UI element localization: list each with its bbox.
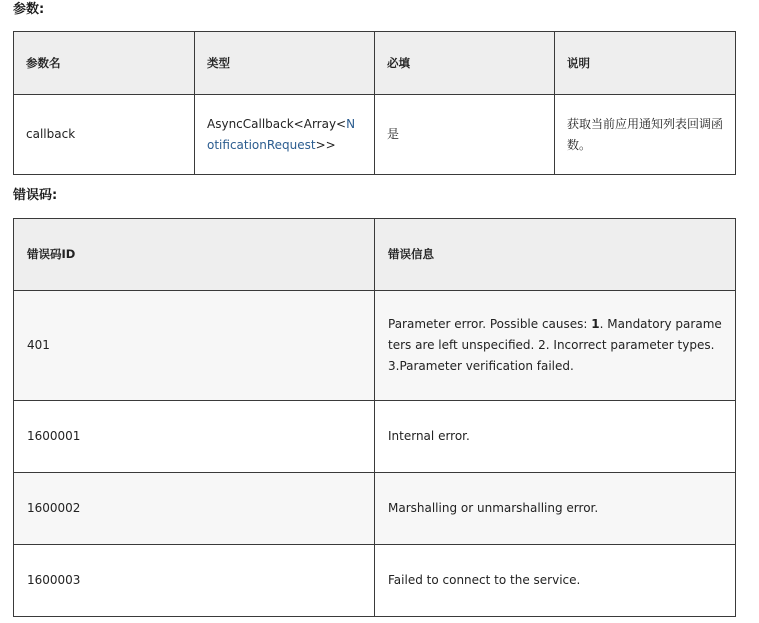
type-prefix: AsyncCallback<Array< <box>207 116 347 131</box>
error-message-cell: Marshalling or unmarshalling error. <box>375 473 736 545</box>
header-error-message: 错误信息 <box>375 219 736 291</box>
header-required: 必填 <box>375 32 555 95</box>
error-id-cell: 1600002 <box>14 473 375 545</box>
error-message-part: Parameter error. Possible causes: <box>388 317 592 331</box>
table-row <box>14 401 736 473</box>
error-message-cell: Internal error. <box>375 401 736 473</box>
errors-table <box>13 218 736 617</box>
table-row <box>14 291 736 401</box>
header-type: 类型 <box>195 32 375 95</box>
params-table <box>13 31 736 175</box>
table-row <box>14 473 736 545</box>
param-description-cell: 获取当前应用通知列表回调函数。 <box>555 95 736 175</box>
params-heading: 参数: <box>13 2 45 17</box>
params-header-row <box>14 32 736 95</box>
param-type-cell <box>195 95 375 175</box>
header-description: 说明 <box>555 32 736 95</box>
error-message-number: 1 <box>591 317 600 331</box>
error-id-cell: 1600003 <box>14 545 375 617</box>
param-name-cell: callback <box>14 95 195 175</box>
error-message-rest: . Mandatory parameters are left unspecified. 2. Incorrect parameter types. 3.Parameter verification failed. <box>388 317 722 373</box>
param-required-cell: 是 <box>375 95 555 175</box>
notification-request-link[interactable]: NotificationRequest <box>207 116 356 152</box>
error-message-cell: Failed to connect to the service. <box>375 545 736 617</box>
header-error-id: 错误码ID <box>14 219 375 291</box>
error-id-cell: 401 <box>14 291 375 401</box>
type-suffix: >> <box>315 137 336 152</box>
table-row <box>14 545 736 617</box>
error-message-cell <box>375 291 736 401</box>
header-param-name: 参数名 <box>14 32 195 95</box>
table-row <box>14 95 736 175</box>
error-id-cell: 1600001 <box>14 401 375 473</box>
errors-heading: 错误码: <box>13 188 58 203</box>
errors-header-row <box>14 219 736 291</box>
